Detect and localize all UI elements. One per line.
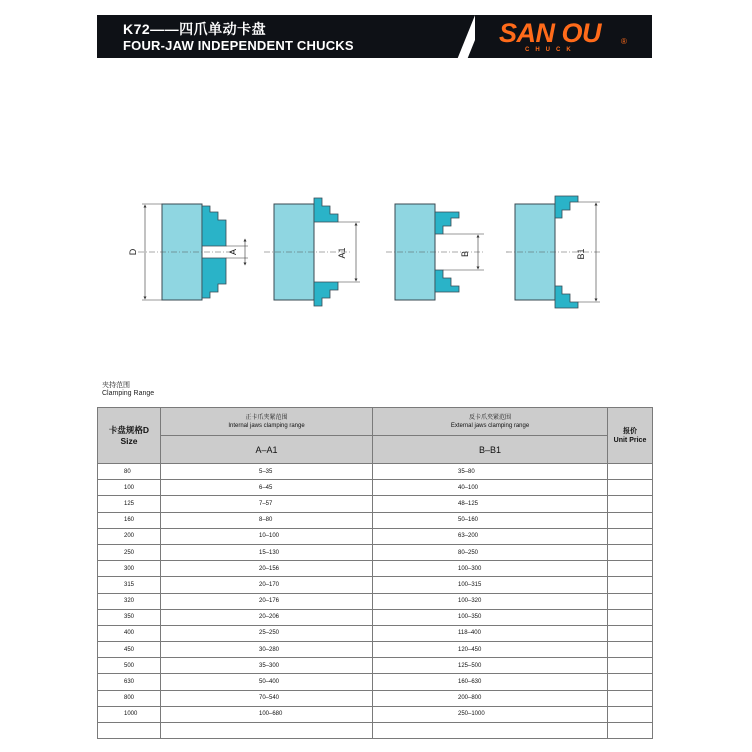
- cell-external-range: 48–125: [373, 496, 608, 512]
- header-external: [373, 408, 608, 436]
- cell-unit-price: [608, 593, 653, 609]
- header-size: [98, 408, 161, 464]
- title-chinese: K72——四爪单动卡盘: [123, 21, 267, 37]
- cell-external-range: [373, 723, 608, 739]
- cell-external-range: 118–400: [373, 625, 608, 641]
- table-body: [98, 464, 653, 739]
- cell-external-range: 100–320: [373, 593, 608, 609]
- table-row: [98, 625, 653, 641]
- table-row: [98, 642, 653, 658]
- cell-size: 630: [98, 674, 161, 690]
- header-internal-en: Internal jaws clamping range: [228, 422, 305, 429]
- cell-unit-price: [608, 625, 653, 641]
- dim-label-b: B: [460, 250, 470, 258]
- header-external-cn: 反卡爪夹紧范围: [468, 414, 511, 421]
- header-price-cn: 报价: [623, 427, 637, 435]
- cell-size: 450: [98, 642, 161, 658]
- cell-internal-range: 35–300: [161, 658, 373, 674]
- cell-unit-price: [608, 577, 653, 593]
- cell-internal-range: 5–35: [161, 464, 373, 480]
- dim-label-a: A: [228, 248, 238, 256]
- diagram-external-jaws-b: [386, 204, 484, 300]
- table-row: [98, 496, 653, 512]
- cell-size: 300: [98, 561, 161, 577]
- dim-label-b1: B1: [576, 248, 586, 260]
- cell-external-range: 200–800: [373, 690, 608, 706]
- cell-unit-price: [608, 480, 653, 496]
- section-label-en: Clamping Range: [102, 390, 155, 397]
- cell-external-range: 100–315: [373, 577, 608, 593]
- cell-unit-price: [608, 706, 653, 722]
- header-col-a: A–A1: [161, 436, 373, 464]
- title-english: FOUR-JAW INDEPENDENT CHUCKS: [123, 38, 354, 53]
- cell-unit-price: [608, 528, 653, 544]
- cell-internal-range: 10–100: [161, 528, 373, 544]
- cell-unit-price: [608, 658, 653, 674]
- cell-internal-range: [161, 723, 373, 739]
- cell-size: 80: [98, 464, 161, 480]
- table-row: [98, 464, 653, 480]
- clamping-range-table: [97, 407, 653, 739]
- cell-internal-range: 70–540: [161, 690, 373, 706]
- cell-size: 500: [98, 658, 161, 674]
- cell-size: 350: [98, 609, 161, 625]
- cell-unit-price: [608, 561, 653, 577]
- table-row: [98, 723, 653, 739]
- header-internal: [161, 408, 373, 436]
- cell-internal-range: 20–170: [161, 577, 373, 593]
- diagram-external-jaws-b1: [506, 196, 602, 308]
- cell-internal-range: 50–400: [161, 674, 373, 690]
- cell-unit-price: [608, 723, 653, 739]
- cell-unit-price: [608, 674, 653, 690]
- table-row: [98, 706, 653, 722]
- brand-logo: SAN OU: [499, 18, 602, 48]
- dim-label-a1: A1: [337, 247, 347, 259]
- cell-unit-price: [608, 464, 653, 480]
- cell-internal-range: 30–280: [161, 642, 373, 658]
- cell-size: 250: [98, 544, 161, 560]
- cell-external-range: 63–200: [373, 528, 608, 544]
- table-row: [98, 544, 653, 560]
- table-row: [98, 690, 653, 706]
- cell-size: 160: [98, 512, 161, 528]
- cell-internal-range: 15–130: [161, 544, 373, 560]
- table-row: [98, 658, 653, 674]
- cell-unit-price: [608, 690, 653, 706]
- cell-internal-range: 20–206: [161, 609, 373, 625]
- diagram-internal-jaws-a: [128, 204, 248, 300]
- cell-internal-range: 8–80: [161, 512, 373, 528]
- cell-external-range: 50–160: [373, 512, 608, 528]
- table-row: [98, 561, 653, 577]
- cell-external-range: 100–300: [373, 561, 608, 577]
- brand-logo-sub: CHUCK: [525, 47, 577, 53]
- cell-size: 200: [98, 528, 161, 544]
- cell-external-range: 250–1000: [373, 706, 608, 722]
- cell-size: 320: [98, 593, 161, 609]
- header-price: [608, 408, 653, 464]
- cell-external-range: 35–80: [373, 464, 608, 480]
- cell-internal-range: 20–156: [161, 561, 373, 577]
- header-col-b: B–B1: [373, 436, 608, 464]
- cell-internal-range: 7–57: [161, 496, 373, 512]
- cell-unit-price: [608, 496, 653, 512]
- header-external-en: External jaws clamping range: [450, 422, 530, 429]
- registered-mark: ®: [621, 37, 627, 46]
- cell-unit-price: [608, 609, 653, 625]
- cell-external-range: 80–250: [373, 544, 608, 560]
- header-size-en: Size: [120, 435, 138, 446]
- table-row: [98, 577, 653, 593]
- cell-internal-range: 6–45: [161, 480, 373, 496]
- cell-unit-price: [608, 544, 653, 560]
- cell-size: 1000: [98, 706, 161, 722]
- dim-label-d: D: [128, 248, 138, 256]
- cell-unit-price: [608, 512, 653, 528]
- cell-external-range: 125–500: [373, 658, 608, 674]
- cell-size: 400: [98, 625, 161, 641]
- cell-size: 100: [98, 480, 161, 496]
- table-row: [98, 512, 653, 528]
- cell-size: 315: [98, 577, 161, 593]
- cell-external-range: 100–350: [373, 609, 608, 625]
- table-row: [98, 528, 653, 544]
- header-size-cn: 卡盘规格D: [108, 424, 150, 435]
- cell-internal-range: 20–176: [161, 593, 373, 609]
- header-price-en: Unit Price: [613, 436, 647, 444]
- table-row: [98, 674, 653, 690]
- cell-external-range: 40–100: [373, 480, 608, 496]
- cell-external-range: 120–450: [373, 642, 608, 658]
- cell-internal-range: 100–680: [161, 706, 373, 722]
- table-row: [98, 480, 653, 496]
- section-label-cn: 夹持范围: [102, 382, 130, 389]
- cell-unit-price: [608, 642, 653, 658]
- cell-size: [98, 723, 161, 739]
- cell-size: 125: [98, 496, 161, 512]
- table-row: [98, 609, 653, 625]
- table-row: [98, 593, 653, 609]
- cell-external-range: 160–630: [373, 674, 608, 690]
- cell-internal-range: 25–250: [161, 625, 373, 641]
- header-internal-cn: 正卡爪夹紧范围: [245, 414, 288, 421]
- cell-size: 800: [98, 690, 161, 706]
- diagram-internal-jaws-a1: [264, 198, 360, 306]
